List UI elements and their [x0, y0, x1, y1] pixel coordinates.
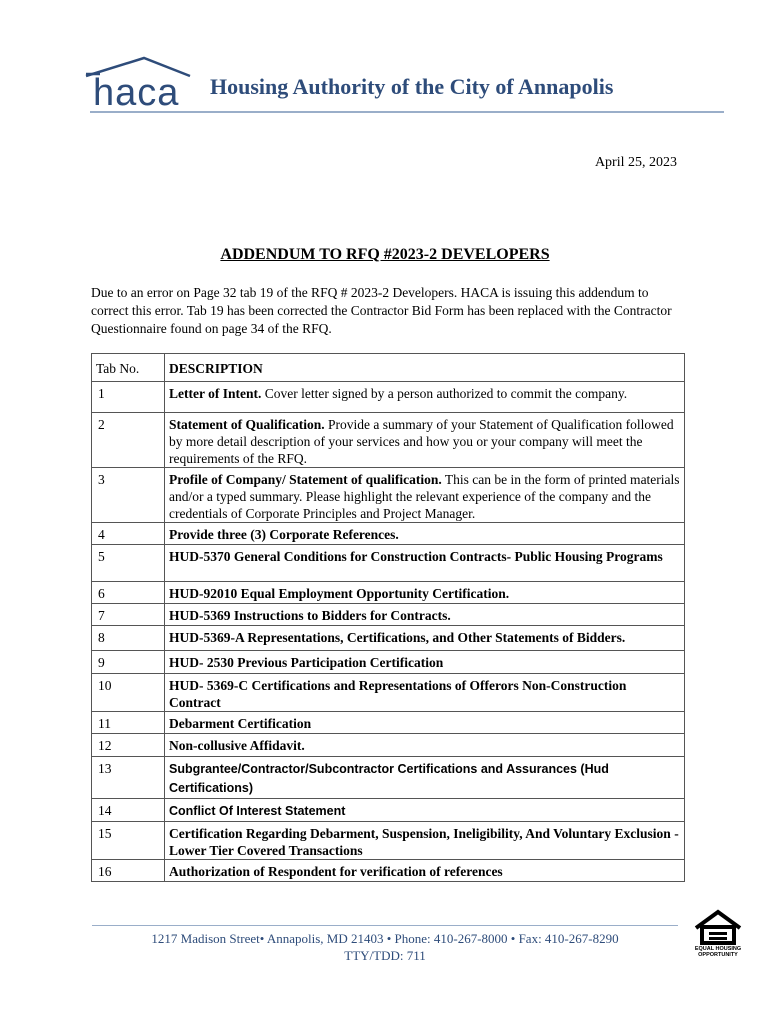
haca-logo	[84, 56, 194, 112]
tab-description	[165, 712, 685, 734]
footer-divider	[92, 925, 678, 926]
description-bold: HUD-5369 Instructions to Bidders for Contracts.	[169, 608, 451, 623]
col-desc-header: DESCRIPTION	[165, 354, 685, 382]
table-row	[92, 582, 685, 604]
addendum-title: ADDENDUM TO RFQ #2023-2 DEVELOPERS	[220, 246, 550, 263]
description-bold: Certification Regarding Debarment, Suspension, Ineligibility, And Voluntary Exclusion - Lower Tier Covered Transactions	[169, 826, 679, 858]
tab-description	[165, 413, 685, 468]
footer	[90, 930, 680, 964]
description-bold: HUD-92010 Equal Employment Opportunity Certification.	[169, 586, 510, 601]
table-row	[92, 822, 685, 860]
table-row	[92, 860, 685, 882]
description-bold: Subgrantee/Contractor/Subcontractor Certifications and Assurances (Hud Certifications)	[169, 762, 609, 795]
col-tab-header: Tab No.	[92, 354, 165, 382]
header-divider	[90, 111, 724, 113]
description-bold: HUD-5370 General Conditions for Construction Contracts- Public Housing Programs	[169, 549, 663, 564]
table-row	[92, 712, 685, 734]
table-row	[92, 674, 685, 712]
tab-description	[165, 626, 685, 651]
tab-description	[165, 757, 685, 799]
tab-number: 3	[92, 468, 165, 523]
tab-description	[165, 545, 685, 582]
description-text: Cover letter signed by a person authorized to commit the company.	[261, 386, 628, 401]
footer-tty: TTY/TDD: 711	[344, 948, 426, 963]
tab-description	[165, 604, 685, 626]
tab-number: 12	[92, 734, 165, 757]
table-row	[92, 734, 685, 757]
equal-housing-text: EQUAL HOUSING OPPORTUNITY	[694, 946, 742, 958]
tab-description	[165, 523, 685, 545]
table-row	[92, 413, 685, 468]
table-row	[92, 523, 685, 545]
tab-description	[165, 651, 685, 674]
table-row	[92, 757, 685, 799]
description-text: Provide a summary of your Statement of Qualification followed by more detail description of your services and how you or your company will meet the requirements of the RFQ.	[169, 417, 674, 466]
tab-number: 13	[92, 757, 165, 799]
tab-number: 9	[92, 651, 165, 674]
tab-description	[165, 582, 685, 604]
tab-number: 2	[92, 413, 165, 468]
table-row	[92, 651, 685, 674]
tab-description	[165, 382, 685, 413]
tab-number: 16	[92, 860, 165, 882]
table-row	[92, 382, 685, 413]
description-bold: Authorization of Respondent for verification of references	[169, 864, 503, 879]
description-bold: Non-collusive Affidavit.	[169, 738, 305, 753]
table-row	[92, 468, 685, 523]
table-header-row	[92, 354, 685, 382]
tab-number: 8	[92, 626, 165, 651]
table-row	[92, 626, 685, 651]
tab-number: 15	[92, 822, 165, 860]
tab-number: 14	[92, 799, 165, 822]
description-bold: Debarment Certification	[169, 716, 312, 731]
document-date: April 25, 2023	[594, 155, 677, 170]
tab-description	[165, 799, 685, 822]
tab-description	[165, 860, 685, 882]
table-row	[92, 604, 685, 626]
tab-table	[91, 353, 685, 882]
tab-number: 6	[92, 582, 165, 604]
description-bold: HUD- 2530 Previous Participation Certification	[169, 655, 444, 670]
tab-number: 5	[92, 545, 165, 582]
tab-number: 1	[92, 382, 165, 413]
table-row	[92, 799, 685, 822]
intro-paragraph: Due to an error on Page 32 tab 19 of the RFQ # 2023-2 Developers. HACA is issuing this addendum to correct this error. Tab 19 has been corrected the Contractor Bid Form has been replaced with the Contractor Questionnaire found on page 34 of the RFQ.	[91, 285, 672, 336]
org-title: Housing Authority of the City of Annapolis	[210, 74, 614, 99]
footer-address: 1217 Madison Street• Annapolis, MD 21403 • Phone: 410-267-8000 • Fax: 410-267-8290	[151, 931, 619, 946]
description-bold: HUD-5369-A Representations, Certifications, and Other Statements of Bidders.	[169, 630, 626, 645]
description-bold: Statement of Qualification.	[169, 417, 325, 432]
description-bold: Provide three (3) Corporate References.	[169, 527, 399, 542]
tab-number: 10	[92, 674, 165, 712]
description-bold: HUD- 5369-C Certifications and Representations of Offerors Non-Construction Contract	[169, 678, 627, 710]
tab-description	[165, 468, 685, 523]
svg-text:haca: haca	[93, 72, 180, 112]
tab-description	[165, 674, 685, 712]
tab-number: 7	[92, 604, 165, 626]
description-bold: Profile of Company/ Statement of qualification.	[169, 472, 442, 487]
tab-description	[165, 734, 685, 757]
table-row	[92, 545, 685, 582]
tab-description	[165, 822, 685, 860]
tab-number: 4	[92, 523, 165, 545]
tab-number: 11	[92, 712, 165, 734]
description-text: This can be in the form of printed materials and/or a typed summary. Please highlight the relevant experience of the company and the credentials of Corporate Principles and Project Manager.	[169, 472, 680, 521]
description-bold: Conflict Of Interest Statement	[169, 804, 346, 818]
description-bold: Letter of Intent.	[169, 386, 262, 401]
